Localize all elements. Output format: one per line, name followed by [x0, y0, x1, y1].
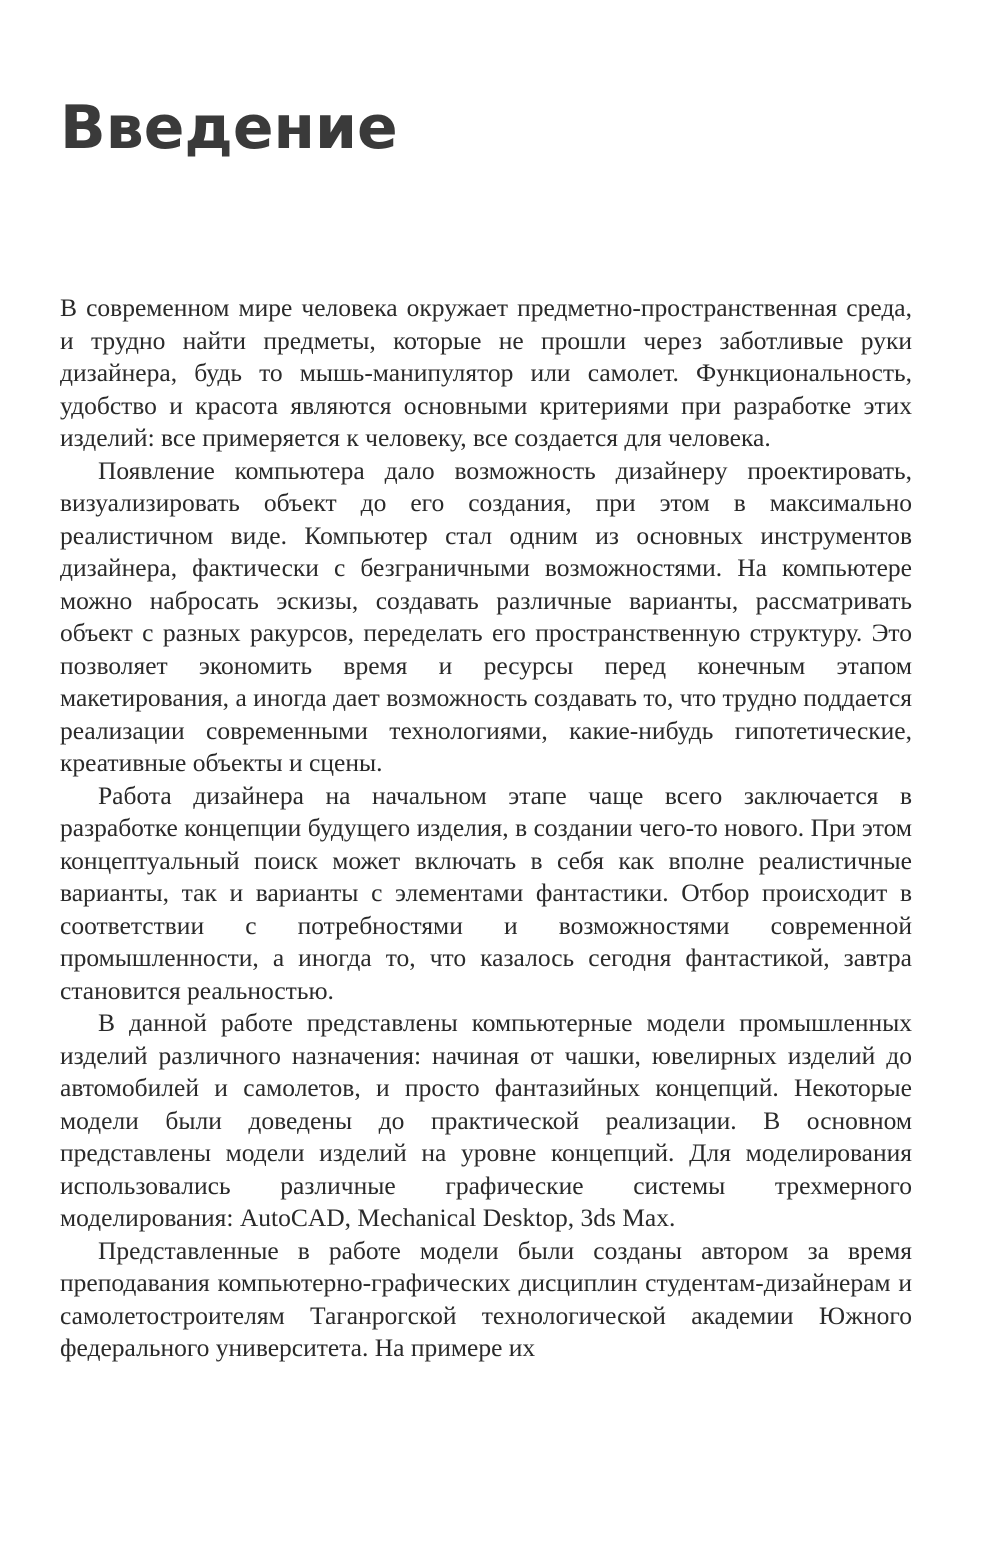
body-text [60, 292, 912, 1365]
paragraph-3: Работа дизайнера на начальном этапе чаще всего заключается в разработке концепции будущего изделия, в создании чего-то нового. При этом концептуальный поиск может включать в себя как вполне реалистичные варианты, так и варианты с элементами фантастики. Отбор происходит в соответствии с потребностями и возможностями современной промышленности, а иногда то, что казалось сегодня фантастикой, завтра становится реальностью. [60, 780, 912, 1005]
page-title: Введение [60, 93, 398, 163]
paragraph-5: Представленные в работе модели были созданы автором за время преподавания компьютерно-графических дисциплин студентам-дизайнерам и самолетостроителям Таганрогской технологической академии Южного федерального университета. На примере их [60, 1235, 912, 1362]
paragraph-1: В современном мире человека окружает предметно-пространственная среда, и трудно найти предметы, которые не прошли через заботливые руки дизайнера, будь то мышь-манипулятор или самолет. Функциональность, удобство и красота являются основными критериями при разработке этих изделий: все примеряется к человеку, все создается для человека. [60, 293, 912, 452]
paragraph-4: В данной работе представлены компьютерные модели промышленных изделий различного назначения: начиная от чашки, ювелирных изделий до автомобилей и самолетов, и просто фантазийных концепций. Некоторые модели были доведены до практической реализации. В основном представлены модели изделий на уровне концепций. Для моделирования использовались различные графические системы трехмерного моделирования: AutoCAD, Mechanical Desktop, 3ds Max. [60, 1008, 912, 1232]
paragraph-2: Появление компьютера дало возможность дизайнеру проектировать, визуализировать объект до его создания, при этом в максимально реалистичном виде. Компьютер стал одним из основных инструментов дизайнера, фактически с безграничными возможностями. На компьютере можно набросать эскизы, создавать различные варианты, рассматривать объект с разных ракурсов, переделать его пространственную структуру. Это позволяет экономить время и ресурсы перед конечным этапом макетирования, а иногда дает возможность создавать то, что трудно поддается реализации современными технологиями, какие-нибудь гипотетические, креативные объекты и сцены. [60, 455, 912, 777]
